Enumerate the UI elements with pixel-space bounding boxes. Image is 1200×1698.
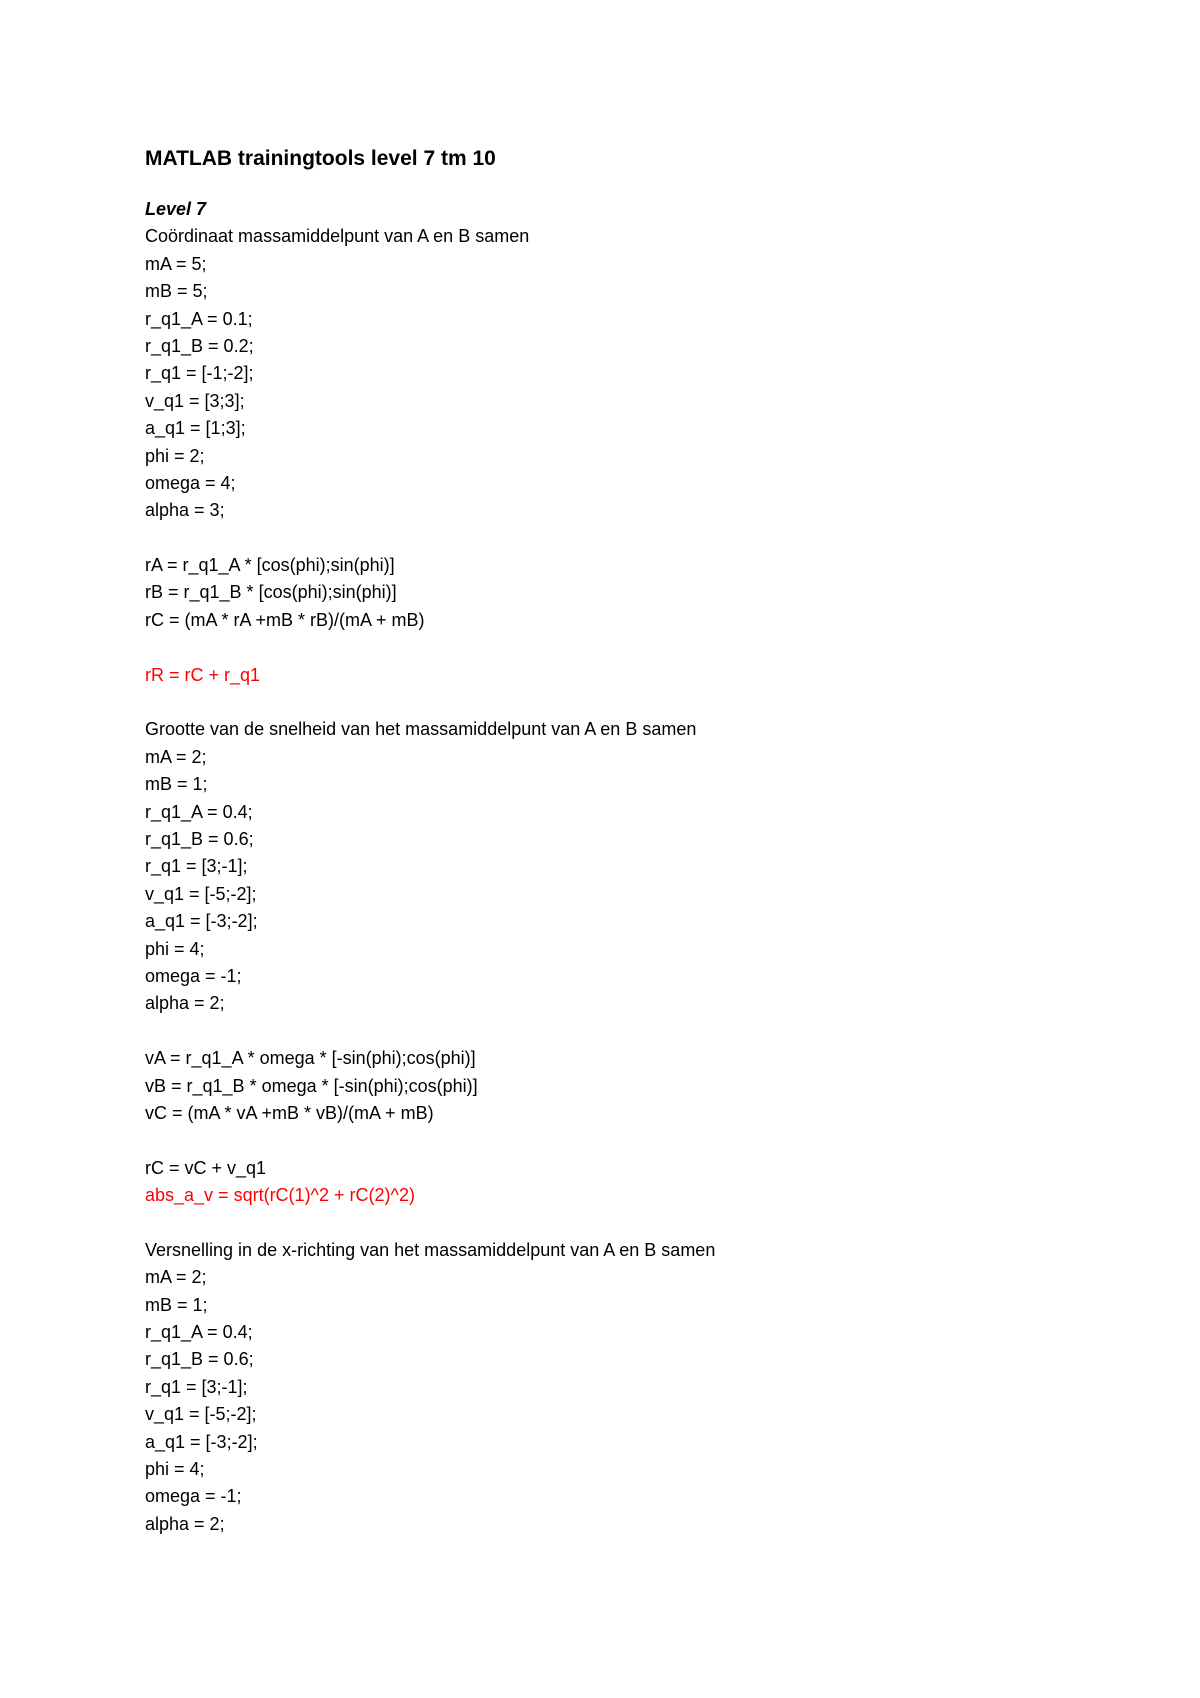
param-line: phi = 4; — [145, 938, 205, 959]
code-line: vA = r_q1_A * omega * [-sin(phi);cos(phi)] — [145, 1048, 476, 1069]
param-line: r_q1 = [3;-1]; — [145, 1376, 248, 1397]
param-line: omega = 4; — [145, 472, 236, 493]
code-line: vB = r_q1_B * omega * [-sin(phi);cos(phi)] — [145, 1075, 478, 1096]
param-line: r_q1_B = 0.6; — [145, 828, 254, 849]
code-line: rA = r_q1_A * [cos(phi);sin(phi)] — [145, 555, 395, 576]
section1-params — [145, 251, 1105, 525]
param-line: v_q1 = [-5;-2]; — [145, 1404, 257, 1425]
param-line: mA = 2; — [145, 746, 207, 767]
code-line: rC = (mA * rA +mB * rB)/(mA + mB) — [145, 609, 425, 630]
param-line: r_q1_A = 0.1; — [145, 308, 253, 329]
param-line: omega = -1; — [145, 1486, 242, 1507]
param-line: a_q1 = [-3;-2]; — [145, 911, 258, 932]
param-line: mB = 1; — [145, 1294, 208, 1315]
param-line: mB = 1; — [145, 774, 208, 795]
param-line: alpha = 2; — [145, 993, 225, 1014]
param-line: a_q1 = [-3;-2]; — [145, 1431, 258, 1452]
param-line: omega = -1; — [145, 965, 242, 986]
param-line: r_q1_B = 0.2; — [145, 335, 254, 356]
level-heading: Level 7 — [145, 199, 207, 219]
section2-code — [145, 1045, 1105, 1127]
param-line: alpha = 3; — [145, 500, 225, 521]
answer-line: rR = rC + r_q1 — [145, 664, 261, 685]
code-line: vC = (mA * vA +mB * vB)/(mA + mB) — [145, 1102, 434, 1123]
section2-params — [145, 744, 1105, 1018]
param-line: alpha = 2; — [145, 1513, 225, 1534]
param-line: mA = 5; — [145, 253, 207, 274]
section-heading-coordinate: Coördinaat massamiddelpunt van A en B samen — [145, 226, 530, 247]
spacer — [145, 1127, 1105, 1154]
param-line: mB = 5; — [145, 281, 208, 302]
param-line: phi = 4; — [145, 1458, 205, 1479]
section1-code — [145, 552, 1105, 634]
param-line: mA = 2; — [145, 1267, 207, 1288]
spacer — [145, 525, 1105, 552]
param-line: a_q1 = [1;3]; — [145, 418, 246, 439]
spacer — [145, 634, 1105, 661]
section3-params — [145, 1264, 1105, 1538]
spacer — [145, 689, 1105, 716]
spacer — [145, 1209, 1105, 1236]
param-line: r_q1_B = 0.6; — [145, 1349, 254, 1370]
code-line: rB = r_q1_B * [cos(phi);sin(phi)] — [145, 582, 397, 603]
section-heading-velocity: Grootte van de snelheid van het massamiddelpunt van A en B samen — [145, 719, 697, 740]
param-line: r_q1 = [-1;-2]; — [145, 363, 254, 384]
param-line: phi = 2; — [145, 445, 205, 466]
param-line: r_q1_A = 0.4; — [145, 801, 253, 822]
document-title: MATLAB trainingtools level 7 tm 10 — [145, 147, 496, 170]
section-heading-acceleration: Versnelling in de x-richting van het massamiddelpunt van A en B samen — [145, 1239, 716, 1260]
code-line: rC = vC + v_q1 — [145, 1157, 267, 1178]
answer-line: abs_a_v = sqrt(rC(1)^2 + rC(2)^2) — [145, 1185, 415, 1206]
param-line: r_q1_A = 0.4; — [145, 1322, 253, 1343]
param-line: r_q1 = [3;-1]; — [145, 856, 248, 877]
param-line: v_q1 = [3;3]; — [145, 390, 245, 411]
document-page — [145, 146, 1105, 1538]
param-line: v_q1 = [-5;-2]; — [145, 883, 257, 904]
spacer — [145, 1018, 1105, 1045]
